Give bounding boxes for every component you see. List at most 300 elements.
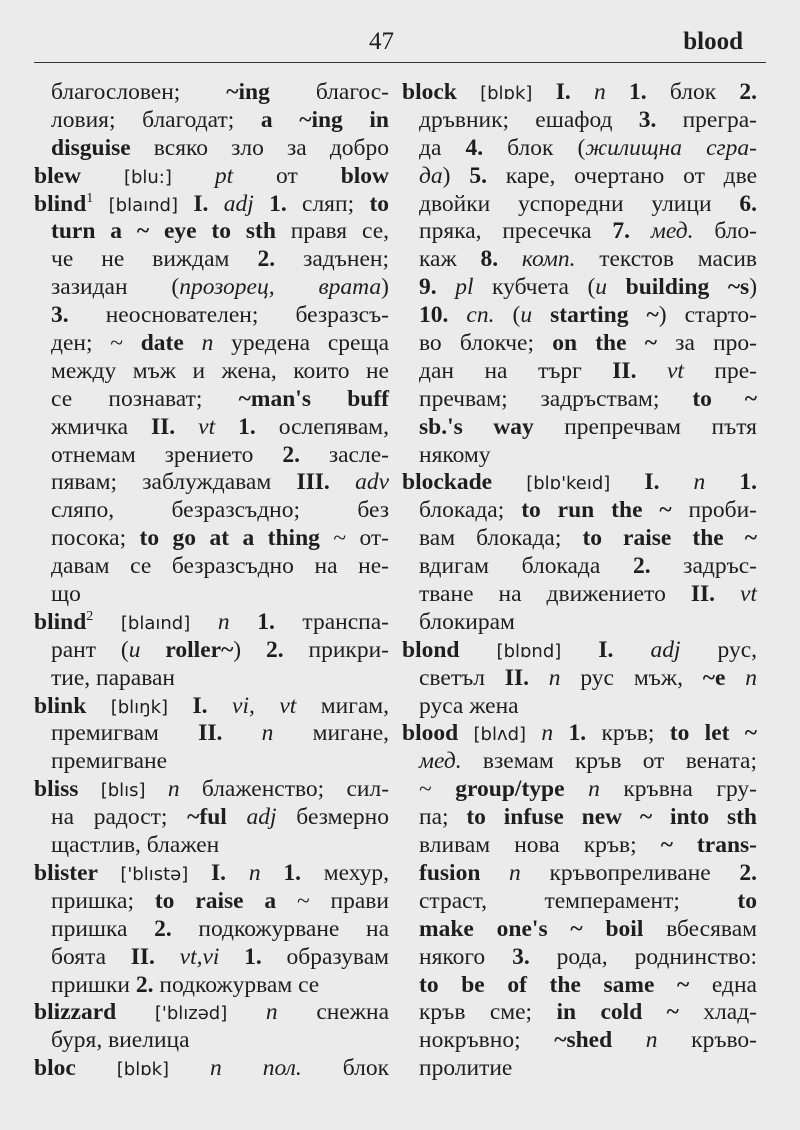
entry-headline	[402, 637, 757, 665]
entry-headline	[34, 776, 389, 804]
entry-text: I.	[598, 636, 614, 663]
entry-line	[34, 386, 389, 414]
entry-text: текстов масив	[575, 246, 758, 273]
entry-line	[402, 163, 757, 191]
entry-text: 4.	[465, 134, 484, 161]
entry-text: всяко зло за добро	[130, 134, 389, 161]
entry-text: n пол.	[210, 1055, 302, 1082]
entry-text: вдигам блокада	[419, 553, 633, 580]
entry-text	[188, 860, 211, 886]
entry-text: каре, очертано от две	[486, 162, 758, 189]
entry-line	[402, 999, 757, 1027]
entry-text	[184, 330, 202, 356]
entry-text: 3.	[638, 106, 657, 133]
entry-line	[34, 525, 389, 553]
entry-text: to go at a thing	[139, 525, 320, 552]
pronunciation: [blıŋk]	[110, 696, 169, 718]
entry-line	[402, 748, 757, 776]
entry-text	[610, 469, 644, 495]
entry-line	[402, 693, 757, 721]
entry-text: и	[128, 636, 141, 663]
pronunciation: [blɒ'keıd]	[526, 473, 611, 495]
entry-text: II.	[198, 720, 223, 747]
entry-headline	[34, 999, 389, 1027]
homograph-number: 1	[86, 190, 94, 206]
entry-text: ~ful	[187, 804, 227, 831]
entry-text: 2.	[739, 859, 758, 886]
entry-text: n	[594, 79, 606, 105]
entry-text: 8.	[480, 246, 499, 273]
entry-text: 1.	[269, 190, 287, 217]
entry-line	[34, 553, 389, 581]
entry-text: рода, роднинство:	[529, 943, 757, 970]
entry-text: ~shed	[554, 1027, 613, 1054]
running-head	[0, 26, 800, 66]
entry-line	[34, 135, 389, 163]
entry-line	[34, 218, 389, 246]
entry-text: 10.	[419, 302, 449, 329]
entry-line	[34, 302, 389, 330]
entry-text: кръв;	[586, 720, 670, 747]
entry-text: да	[419, 134, 466, 161]
entry-text: blood	[402, 720, 474, 747]
entry-text	[169, 1055, 210, 1081]
pronunciation: ['blıstə]	[120, 863, 189, 885]
entry-text: премигване	[51, 748, 168, 775]
entry-line	[402, 107, 757, 135]
entry-text: блаженство; сил-	[179, 776, 390, 803]
entry-text: страст, темперамент;	[419, 887, 738, 914]
entry-text	[498, 246, 522, 272]
entry-headline	[34, 163, 389, 191]
entry-text	[437, 274, 456, 300]
entry-text: жмичка	[51, 413, 151, 440]
entry-text	[630, 218, 651, 244]
pronunciation: [blaınd]	[120, 612, 191, 634]
entry-text: вливам нова кръв;	[419, 832, 661, 859]
entry-text: n	[261, 720, 274, 747]
entry-line	[402, 191, 757, 219]
entry-text: що	[51, 581, 81, 608]
entry-text: on the ~	[552, 330, 657, 357]
entry-text: руса жена	[419, 692, 519, 719]
entry-line	[402, 1055, 757, 1083]
entry-text: прозорец, врата	[179, 274, 382, 301]
entry-text: II.	[150, 413, 176, 440]
entry-text	[226, 860, 249, 886]
entry-text: adj	[650, 636, 681, 663]
entry-text: 6.	[739, 190, 757, 217]
entry-text	[146, 776, 168, 802]
entry-text	[219, 944, 244, 970]
entry-text	[607, 274, 626, 300]
entry-text: ослепявам,	[255, 413, 390, 440]
entry-text	[725, 665, 745, 691]
entry-text	[190, 609, 218, 635]
entry-text: n	[645, 1027, 658, 1054]
entry-line	[402, 916, 757, 944]
entry-text: блок	[646, 79, 740, 105]
entry-line	[402, 553, 757, 581]
entry-line	[402, 944, 757, 972]
pronunciation: [blu:]	[123, 166, 172, 188]
entry-text: 3.	[512, 943, 530, 970]
entry-text: 1.	[238, 413, 256, 440]
entry-line	[402, 1027, 757, 1055]
entry-text: мед.	[650, 218, 694, 245]
entry-text: vt,vi	[179, 943, 220, 970]
entry-text: една	[689, 971, 757, 998]
entry-line	[34, 469, 389, 497]
entry-text: буря, виелица	[51, 1027, 190, 1054]
entry-text: пришки	[51, 971, 136, 998]
entry-text: ) старто-	[658, 302, 758, 329]
entry-headline	[34, 609, 389, 637]
entry-text: to be of the same ~	[419, 971, 690, 998]
entry-text: to	[369, 190, 390, 217]
entry-text: blow	[340, 162, 390, 189]
entry-text: пречвам; задръствам;	[419, 385, 693, 412]
entry-line	[402, 414, 757, 442]
entry-line	[402, 776, 757, 804]
entry-text: sb.'s way	[419, 413, 534, 440]
entry-text: pt	[214, 162, 234, 189]
entry-text: па;	[419, 804, 467, 831]
entry-text: между мъж и жена, които не	[51, 357, 389, 384]
entry-text: n	[201, 330, 214, 357]
entry-text: blind	[34, 608, 87, 635]
entry-text	[227, 804, 247, 830]
entry-text: 1.	[629, 79, 647, 105]
entry-line	[34, 358, 389, 386]
entry-text: starting ~	[550, 302, 659, 329]
entry-line	[34, 497, 389, 525]
entry-text: задръс-	[650, 553, 757, 580]
entry-text: прикри-	[283, 636, 389, 663]
entry-text: подкожурвам се	[153, 971, 320, 998]
entry-text	[636, 358, 667, 384]
entry-text: боята	[51, 943, 131, 970]
entry-text: щастлив, блажен	[51, 832, 220, 859]
entry-text: заслe-	[299, 441, 389, 468]
entry-text	[175, 414, 198, 440]
entry-line	[34, 972, 389, 1000]
entry-text: ~	[419, 776, 456, 803]
entry-text: to ~	[692, 385, 758, 412]
entry-text: 2.	[632, 553, 651, 580]
entry-text: to infuse new ~ into sth	[466, 804, 757, 831]
entry-line	[402, 302, 757, 330]
entry-text: vt	[740, 581, 758, 608]
entry-headline	[34, 693, 389, 721]
entry-text: хлад-	[678, 999, 757, 1026]
entry-text: някому	[419, 441, 491, 468]
entry-text: ~ от-	[319, 525, 389, 552]
entry-text: ~ trans-	[660, 832, 757, 859]
entry-text: 2.	[154, 915, 172, 942]
entry-line	[402, 386, 757, 414]
entry-text: рус,	[680, 636, 758, 663]
entry-line	[34, 888, 389, 916]
entry-text: n	[167, 776, 180, 803]
entry-text: и	[520, 302, 533, 329]
entry-text: рант (	[51, 636, 129, 663]
entry-line	[34, 720, 389, 748]
entry-text: 2.	[257, 246, 276, 273]
entry-text	[222, 720, 261, 746]
entry-text: disguise	[51, 134, 131, 161]
entry-line	[402, 246, 757, 274]
pronunciation: ['blızəd]	[154, 1003, 228, 1025]
entry-line	[402, 274, 757, 302]
entry-headline	[402, 720, 757, 748]
entry-text	[561, 637, 598, 663]
entry-text: прегра-	[656, 106, 757, 133]
entry-text: уредена среща	[213, 330, 389, 357]
entry-text: vi, vt	[232, 692, 297, 719]
entry-text: блок	[301, 1055, 390, 1082]
entry-line	[34, 1027, 389, 1055]
entry-text: block	[402, 79, 481, 105]
entry-text: правя се,	[275, 218, 390, 245]
entry-text: to let ~	[669, 720, 758, 747]
entry-text	[261, 860, 284, 886]
entry-text: adj	[223, 190, 254, 217]
entry-line	[402, 972, 757, 1000]
pronunciation: [blɒk]	[480, 83, 533, 104]
entry-text: ~e	[702, 664, 726, 691]
entry-line	[402, 135, 757, 163]
entry-text: някого	[419, 943, 513, 970]
entry-text	[172, 163, 215, 189]
entry-text	[155, 944, 180, 970]
entry-text: пряка, пресечка	[419, 218, 613, 245]
entry-text: неоснователен; безразсъ-	[68, 302, 389, 329]
entry-text: давам се безразсъдно на не-	[51, 553, 389, 580]
entry-line	[402, 609, 757, 637]
entry-text: 7.	[612, 218, 631, 245]
entry-text: посока;	[51, 525, 140, 552]
entry-text: кръвопреливане	[520, 859, 740, 886]
entry-text: ~ing	[226, 79, 270, 105]
pronunciation: [blıs]	[100, 780, 146, 802]
entry-text: )	[749, 274, 758, 301]
entry-text: бло-	[693, 218, 757, 245]
left-column	[34, 79, 389, 1083]
entry-text: group/type	[455, 776, 565, 803]
entry-text: 2.	[739, 79, 758, 105]
entry-text	[141, 637, 166, 663]
entry-text: на радост;	[51, 804, 188, 831]
entry-text	[208, 191, 223, 217]
entry-text: от	[233, 162, 341, 189]
entry-headline	[34, 191, 389, 219]
entry-text: сляп;	[286, 190, 370, 217]
entry-text: кръв сме;	[419, 999, 557, 1026]
entry-text: каж	[419, 246, 481, 273]
entry-text	[448, 302, 466, 328]
entry-text: vt	[666, 357, 684, 384]
entry-text	[715, 581, 740, 607]
entry-text: I.	[644, 469, 660, 496]
entry-text	[659, 469, 693, 495]
entry-text: blew	[34, 162, 124, 189]
entry-line	[34, 637, 389, 665]
entry-text: adj	[246, 804, 277, 831]
entry-text: pl	[455, 274, 474, 301]
entry-text: се познават;	[51, 385, 239, 412]
entry-text: blink	[34, 692, 111, 719]
entry-text: blockade	[402, 469, 527, 496]
entry-text: fusion	[419, 859, 481, 886]
entry-text	[208, 693, 232, 719]
entry-text: пролитие	[419, 1055, 513, 1082]
entry-line	[34, 274, 389, 302]
entry-text: пявам; заблуждавам	[51, 469, 297, 496]
entry-line	[34, 832, 389, 860]
entry-text: ~man's buff	[238, 385, 389, 412]
entry-text: in cold ~	[556, 999, 679, 1026]
entry-text	[168, 693, 192, 719]
entry-text: building ~s	[625, 274, 750, 301]
entry-text: blind	[34, 190, 87, 217]
entry-text: II.	[612, 357, 637, 384]
entry-line	[34, 330, 389, 358]
pronunciation: [blɒk]	[116, 1059, 170, 1081]
entry-line	[402, 581, 757, 609]
entry-text: тие, параван	[51, 664, 176, 691]
entry-text: комп.	[521, 246, 576, 273]
entry-text	[93, 609, 121, 635]
right-column	[402, 79, 757, 1083]
pronunciation: [blaınd]	[108, 194, 178, 216]
entry-text: во блокче;	[419, 330, 553, 357]
entry-text: кръвна гру-	[599, 776, 758, 803]
entry-text: пре-	[683, 357, 758, 384]
entry-text: n	[265, 999, 278, 1026]
entry-text: вбесявам	[643, 915, 757, 942]
entry-text: препречвам пътя	[533, 413, 757, 440]
entry-text: сляпо, безразсъдно; без	[51, 497, 389, 524]
entry-text: рус мъж,	[560, 664, 703, 691]
entry-text: отнемам зрението	[51, 441, 283, 468]
entry-text: n	[217, 608, 230, 635]
entry-text: образувам	[261, 943, 390, 970]
entry-text	[93, 191, 108, 217]
entry-text: ~ прави	[276, 887, 389, 914]
entry-text: проби-	[671, 497, 757, 524]
entry-line	[402, 525, 757, 553]
entry-text: 1.	[257, 608, 275, 635]
pronunciation: [blɒnd]	[496, 640, 562, 662]
entry-line	[34, 581, 389, 609]
entry-text	[606, 79, 629, 105]
entry-text: двойки успоредни улици	[419, 190, 740, 217]
entry-text: жилищна сгра-	[585, 134, 758, 161]
entry-text: I.	[193, 190, 209, 217]
entry-text: сп.	[466, 302, 495, 329]
entry-text: дръвник; ешафод	[419, 106, 639, 133]
entry-text: транспа-	[274, 608, 390, 635]
entry-text: II.	[690, 581, 716, 608]
entry-text: блокада;	[419, 497, 522, 524]
entry-text: безмерно	[276, 804, 389, 831]
entry-text: за про-	[656, 330, 757, 357]
entry-line	[34, 916, 389, 944]
entry-text: 1.	[739, 469, 758, 496]
entry-text: II.	[130, 943, 155, 970]
entry-text: благословен;	[51, 79, 227, 105]
entry-text: n	[745, 664, 758, 691]
entry-text: подкожурване на	[171, 915, 389, 942]
entry-text	[526, 720, 541, 746]
entry-line	[34, 246, 389, 274]
entry-text	[532, 302, 550, 328]
entry-line	[34, 79, 389, 107]
entry-text	[571, 79, 594, 105]
entry-text: пришка	[51, 915, 155, 942]
entry-text: blister	[34, 859, 121, 886]
entry-text: 9.	[419, 274, 437, 301]
page-number: 47	[369, 28, 394, 55]
entry-line	[402, 804, 757, 832]
entry-text	[227, 999, 266, 1025]
entry-text: 1.	[244, 943, 262, 970]
entry-text: blizzard	[34, 999, 155, 1026]
entry-text: мехур,	[301, 859, 389, 886]
entry-line	[402, 497, 757, 525]
entry-text: 2.	[282, 441, 300, 468]
entry-line	[34, 107, 389, 135]
entry-text: вам блокада;	[419, 525, 583, 552]
entry-text: I.	[192, 692, 208, 719]
entry-line	[402, 358, 757, 386]
entry-headline	[34, 1055, 389, 1083]
entry-line	[34, 665, 389, 693]
entry-text: 1.	[568, 720, 587, 747]
entry-text: 1.	[283, 859, 301, 886]
entry-text: че не виждам	[51, 246, 258, 273]
entry-line	[402, 832, 757, 860]
entry-text: мед.	[419, 748, 462, 775]
entry-text: )	[442, 162, 470, 189]
entry-text: make one's ~ boil	[419, 915, 644, 942]
entry-text: благос-	[269, 79, 389, 105]
entry-text: 2.	[135, 971, 154, 998]
entry-text: вземам кръв от вената;	[461, 748, 757, 775]
entry-text	[330, 469, 355, 495]
entry-text: turn a ~ eye to sth	[51, 218, 276, 245]
entry-text: снежна	[277, 999, 389, 1026]
entry-text: n	[541, 720, 554, 747]
entry-text: bloc	[34, 1055, 117, 1082]
entry-text: roller~	[165, 636, 234, 663]
entry-text: blond	[402, 636, 497, 663]
entry-text: кръво-	[657, 1027, 757, 1054]
entry-text: n	[588, 776, 600, 803]
entry-text: блокирам	[419, 608, 515, 635]
entry-text: тване на движението	[419, 581, 691, 608]
entry-text: задънен;	[275, 246, 389, 273]
entry-text: светъл	[419, 664, 505, 691]
entry-text: I.	[211, 859, 227, 886]
entry-text	[553, 720, 568, 746]
entry-line	[402, 218, 757, 246]
entry-text: bliss	[34, 776, 101, 803]
entry-text: to raise a	[154, 887, 277, 914]
entry-text	[529, 665, 549, 691]
entry-line	[402, 442, 757, 470]
